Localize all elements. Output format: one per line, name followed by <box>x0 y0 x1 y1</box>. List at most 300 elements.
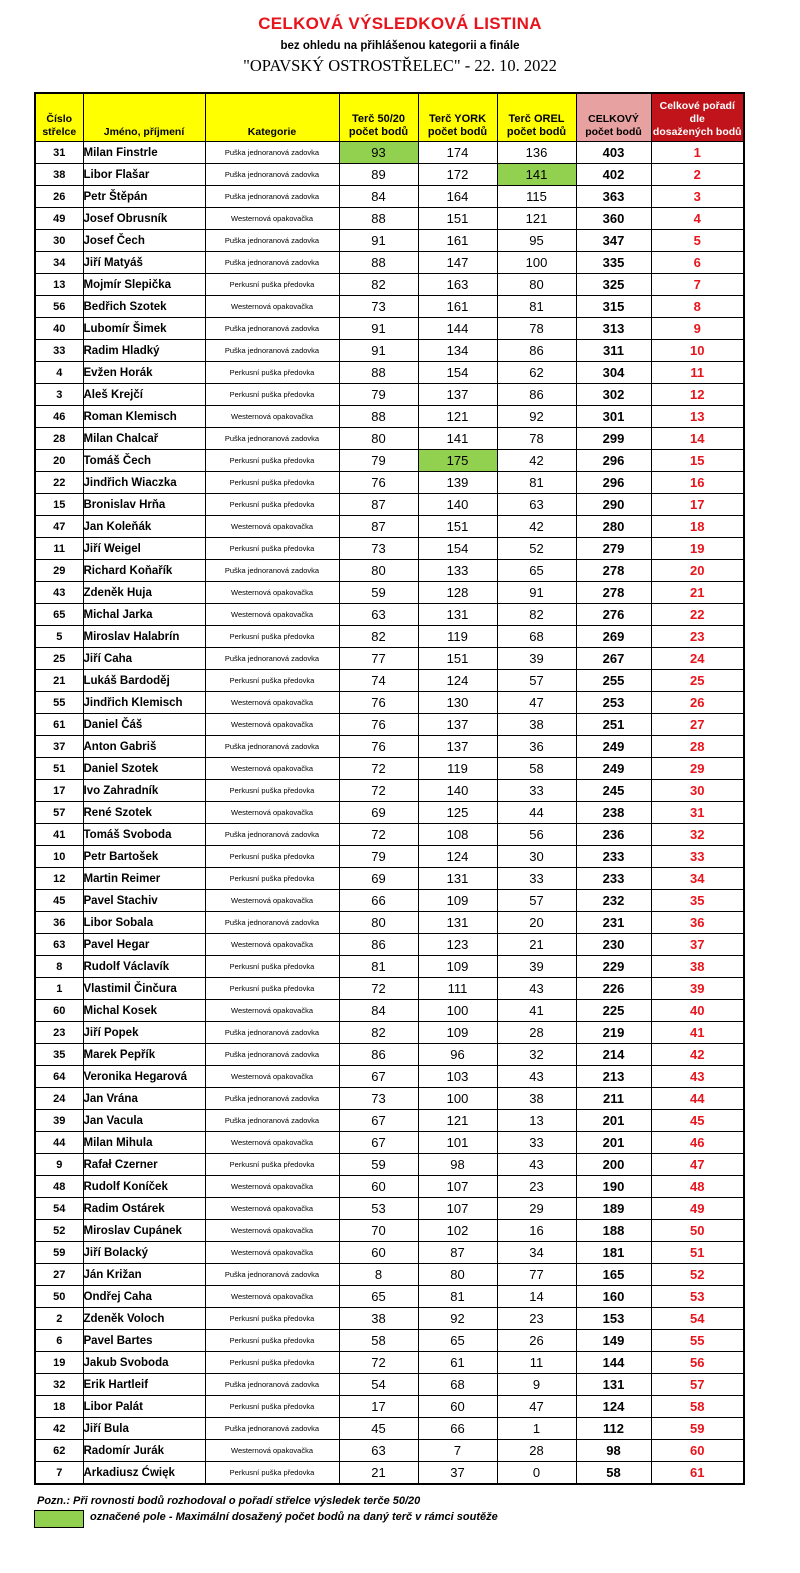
shooter-number: 13 <box>35 274 83 296</box>
table-row <box>35 384 744 406</box>
table-header-row <box>35 93 744 142</box>
table-row <box>35 626 744 648</box>
score-target-orel: 56 <box>497 824 576 846</box>
score-target-orel: 100 <box>497 252 576 274</box>
score-target-50-20: 69 <box>339 868 418 890</box>
total-score: 201 <box>576 1110 651 1132</box>
shooter-name: Petr Bartošek <box>83 846 205 868</box>
category: Perkusní puška předovka <box>205 978 339 1000</box>
category: Westernová opakovačka <box>205 692 339 714</box>
total-score: 229 <box>576 956 651 978</box>
total-score: 251 <box>576 714 651 736</box>
shooter-number: 59 <box>35 1242 83 1264</box>
score-target-50-20: 53 <box>339 1198 418 1220</box>
shooter-number: 8 <box>35 956 83 978</box>
category: Westernová opakovačka <box>205 1198 339 1220</box>
score-target-50-20: 59 <box>339 582 418 604</box>
total-score: 144 <box>576 1352 651 1374</box>
score-target-50-20: 80 <box>339 560 418 582</box>
table-row <box>35 1308 744 1330</box>
shooter-number: 4 <box>35 362 83 384</box>
score-target-york: 144 <box>418 318 497 340</box>
shooter-number: 2 <box>35 1308 83 1330</box>
footnote: Pozn.: Při rovnosti bodů rozhodoval o pořadí střelce výsledek terče 50/20 <box>37 1495 421 1507</box>
shooter-number: 27 <box>35 1264 83 1286</box>
shooter-name: Rafał Czerner <box>83 1154 205 1176</box>
score-target-50-20: 67 <box>339 1132 418 1154</box>
score-target-york: 140 <box>418 780 497 802</box>
category: Perkusní puška předovka <box>205 846 339 868</box>
score-target-york: 130 <box>418 692 497 714</box>
shooter-name: Jiří Matyáš <box>83 252 205 274</box>
category: Puška jednoranová zadovka <box>205 824 339 846</box>
score-target-50-20: 59 <box>339 1154 418 1176</box>
score-target-50-20: 84 <box>339 1000 418 1022</box>
score-target-50-20: 54 <box>339 1374 418 1396</box>
shooter-number: 11 <box>35 538 83 560</box>
overall-rank: 53 <box>651 1286 744 1308</box>
total-score: 360 <box>576 208 651 230</box>
page-title: CELKOVÁ VÝSLEDKOVÁ LISTINA <box>258 14 542 33</box>
total-score: 249 <box>576 758 651 780</box>
category: Perkusní puška předovka <box>205 670 339 692</box>
score-target-york: 100 <box>418 1088 497 1110</box>
shooter-name: Evžen Horák <box>83 362 205 384</box>
score-target-50-20: 79 <box>339 450 418 472</box>
score-target-york: 109 <box>418 890 497 912</box>
overall-rank: 60 <box>651 1440 744 1462</box>
score-target-orel: 16 <box>497 1220 576 1242</box>
score-target-orel: 121 <box>497 208 576 230</box>
total-score: 363 <box>576 186 651 208</box>
score-target-york: 87 <box>418 1242 497 1264</box>
shooter-name: Radim Hladký <box>83 340 205 362</box>
table-row <box>35 846 744 868</box>
shooter-number: 64 <box>35 1066 83 1088</box>
shooter-number: 47 <box>35 516 83 538</box>
shooter-name: Radim Ostárek <box>83 1198 205 1220</box>
table-row <box>35 714 744 736</box>
shooter-number: 3 <box>35 384 83 406</box>
score-target-york: 66 <box>418 1418 497 1440</box>
overall-rank: 24 <box>651 648 744 670</box>
category: Perkusní puška předovka <box>205 538 339 560</box>
shooter-number: 18 <box>35 1396 83 1418</box>
total-score: 149 <box>576 1330 651 1352</box>
overall-rank: 54 <box>651 1308 744 1330</box>
shooter-number: 1 <box>35 978 83 1000</box>
shooter-name: Rudolf Václavík <box>83 956 205 978</box>
table-row <box>35 824 744 846</box>
shooter-name: Libor Palát <box>83 1396 205 1418</box>
score-target-york: 98 <box>418 1154 497 1176</box>
category: Westernová opakovačka <box>205 582 339 604</box>
shooter-name: Milan Mihula <box>83 1132 205 1154</box>
total-score: 347 <box>576 230 651 252</box>
overall-rank: 51 <box>651 1242 744 1264</box>
shooter-number: 23 <box>35 1022 83 1044</box>
overall-rank: 32 <box>651 824 744 846</box>
shooter-name: Marek Pepřík <box>83 1044 205 1066</box>
overall-rank: 61 <box>651 1462 744 1485</box>
score-target-orel: 58 <box>497 758 576 780</box>
score-target-york: 107 <box>418 1198 497 1220</box>
shooter-number: 34 <box>35 252 83 274</box>
shooter-name: Libor Sobala <box>83 912 205 934</box>
score-target-orel: 43 <box>497 1154 576 1176</box>
results-body <box>35 142 744 1485</box>
shooter-name: Bronislav Hrňa <box>83 494 205 516</box>
shooter-name: René Szotek <box>83 802 205 824</box>
shooter-name: Veronika Hegarová <box>83 1066 205 1088</box>
table-row <box>35 582 744 604</box>
score-target-50-20: 67 <box>339 1110 418 1132</box>
category: Puška jednoranová zadovka <box>205 1374 339 1396</box>
shooter-number: 55 <box>35 692 83 714</box>
total-score: 249 <box>576 736 651 758</box>
table-row <box>35 1418 744 1440</box>
score-target-50-20: 86 <box>339 1044 418 1066</box>
category: Puška jednoranová zadovka <box>205 186 339 208</box>
total-score: 213 <box>576 1066 651 1088</box>
score-target-york: 102 <box>418 1220 497 1242</box>
score-target-york: 139 <box>418 472 497 494</box>
shooter-name: Anton Gabriš <box>83 736 205 758</box>
score-target-50-20: 60 <box>339 1242 418 1264</box>
shooter-name: Lukáš Bardoděj <box>83 670 205 692</box>
score-target-york: 61 <box>418 1352 497 1374</box>
shooter-number: 45 <box>35 890 83 912</box>
score-target-york: 65 <box>418 1330 497 1352</box>
shooter-number: 32 <box>35 1374 83 1396</box>
score-target-york: 121 <box>418 406 497 428</box>
total-score: 238 <box>576 802 651 824</box>
shooter-number: 57 <box>35 802 83 824</box>
shooter-name: Jindřich Wiaczka <box>83 472 205 494</box>
total-score: 226 <box>576 978 651 1000</box>
score-target-york: 123 <box>418 934 497 956</box>
score-target-york: 163 <box>418 274 497 296</box>
category: Westernová opakovačka <box>205 1220 339 1242</box>
score-target-york: 161 <box>418 230 497 252</box>
score-target-orel: 47 <box>497 1396 576 1418</box>
score-target-york: 107 <box>418 1176 497 1198</box>
shooter-name: Erik Hartleif <box>83 1374 205 1396</box>
score-target-york: 100 <box>418 1000 497 1022</box>
shooter-number: 38 <box>35 164 83 186</box>
total-score: 403 <box>576 142 651 164</box>
total-score: 301 <box>576 406 651 428</box>
total-score: 225 <box>576 1000 651 1022</box>
score-target-50-20: 72 <box>339 758 418 780</box>
overall-rank: 57 <box>651 1374 744 1396</box>
table-row <box>35 1220 744 1242</box>
overall-rank: 31 <box>651 802 744 824</box>
shooter-number: 12 <box>35 868 83 890</box>
shooter-name: Daniel Szotek <box>83 758 205 780</box>
shooter-name: Zdeněk Voloch <box>83 1308 205 1330</box>
shooter-number: 62 <box>35 1440 83 1462</box>
score-target-york: 60 <box>418 1396 497 1418</box>
shooter-name: Mojmír Slepička <box>83 274 205 296</box>
score-target-orel: 141 <box>497 164 576 186</box>
table-row <box>35 560 744 582</box>
score-target-50-20: 73 <box>339 538 418 560</box>
overall-rank: 12 <box>651 384 744 406</box>
table-row <box>35 648 744 670</box>
score-target-50-20: 89 <box>339 164 418 186</box>
shooter-number: 39 <box>35 1110 83 1132</box>
overall-rank: 47 <box>651 1154 744 1176</box>
shooter-name: Pavel Hegar <box>83 934 205 956</box>
score-target-york: 137 <box>418 714 497 736</box>
score-target-orel: 44 <box>497 802 576 824</box>
overall-rank: 13 <box>651 406 744 428</box>
shooter-name: Radomír Jurák <box>83 1440 205 1462</box>
score-target-york: 81 <box>418 1286 497 1308</box>
overall-rank: 30 <box>651 780 744 802</box>
shooter-number: 22 <box>35 472 83 494</box>
category: Westernová opakovačka <box>205 1440 339 1462</box>
overall-rank: 28 <box>651 736 744 758</box>
table-row <box>35 186 744 208</box>
score-target-orel: 52 <box>497 538 576 560</box>
overall-rank: 15 <box>651 450 744 472</box>
total-score: 253 <box>576 692 651 714</box>
score-target-50-20: 76 <box>339 472 418 494</box>
total-score: 255 <box>576 670 651 692</box>
table-row <box>35 604 744 626</box>
total-score: 311 <box>576 340 651 362</box>
score-target-orel: 33 <box>497 1132 576 1154</box>
score-target-orel: 26 <box>497 1330 576 1352</box>
shooter-number: 36 <box>35 912 83 934</box>
overall-rank: 40 <box>651 1000 744 1022</box>
score-target-york: 137 <box>418 736 497 758</box>
score-target-50-20: 60 <box>339 1176 418 1198</box>
score-target-york: 137 <box>418 384 497 406</box>
overall-rank: 1 <box>651 142 744 164</box>
shooter-number: 28 <box>35 428 83 450</box>
overall-rank: 37 <box>651 934 744 956</box>
category: Perkusní puška předovka <box>205 1154 339 1176</box>
category: Perkusní puška předovka <box>205 362 339 384</box>
category: Puška jednoranová zadovka <box>205 560 339 582</box>
table-row <box>35 472 744 494</box>
total-score: 402 <box>576 164 651 186</box>
score-target-york: 140 <box>418 494 497 516</box>
shooter-name: Michal Kosek <box>83 1000 205 1022</box>
total-score: 188 <box>576 1220 651 1242</box>
overall-rank: 9 <box>651 318 744 340</box>
total-score: 200 <box>576 1154 651 1176</box>
category: Perkusní puška předovka <box>205 626 339 648</box>
score-target-50-20: 74 <box>339 670 418 692</box>
table-row <box>35 142 744 164</box>
table-row <box>35 230 744 252</box>
category: Westernová opakovačka <box>205 1066 339 1088</box>
col-header-target-orel: Terč OREL počet bodů <box>497 93 576 142</box>
shooter-number: 9 <box>35 1154 83 1176</box>
category: Perkusní puška předovka <box>205 1396 339 1418</box>
score-target-50-20: 86 <box>339 934 418 956</box>
score-target-50-20: 91 <box>339 318 418 340</box>
col-header-name: Jméno, příjmení <box>83 93 205 142</box>
total-score: 214 <box>576 1044 651 1066</box>
table-row <box>35 1154 744 1176</box>
table-row <box>35 1176 744 1198</box>
category: Westernová opakovačka <box>205 890 339 912</box>
category: Perkusní puška předovka <box>205 274 339 296</box>
score-target-york: 154 <box>418 538 497 560</box>
score-target-york: 108 <box>418 824 497 846</box>
legend-text: označené pole - Maximální dosažený počet bodů na daný terč v rámci soutěže <box>90 1511 498 1523</box>
shooter-number: 49 <box>35 208 83 230</box>
score-target-york: 109 <box>418 1022 497 1044</box>
shooter-number: 44 <box>35 1132 83 1154</box>
col-header-number: Číslo střelce <box>35 93 83 142</box>
score-target-york: 131 <box>418 912 497 934</box>
category: Perkusní puška předovka <box>205 1330 339 1352</box>
score-target-york: 141 <box>418 428 497 450</box>
score-target-50-20: 72 <box>339 824 418 846</box>
score-target-york: 151 <box>418 208 497 230</box>
category: Westernová opakovačka <box>205 516 339 538</box>
total-score: 211 <box>576 1088 651 1110</box>
total-score: 278 <box>576 582 651 604</box>
score-target-orel: 38 <box>497 1088 576 1110</box>
total-score: 131 <box>576 1374 651 1396</box>
score-target-orel: 92 <box>497 406 576 428</box>
table-row <box>35 692 744 714</box>
score-target-york: 151 <box>418 516 497 538</box>
shooter-number: 41 <box>35 824 83 846</box>
shooter-name: Aleš Krejčí <box>83 384 205 406</box>
score-target-orel: 20 <box>497 912 576 934</box>
table-row <box>35 890 744 912</box>
score-target-50-20: 17 <box>339 1396 418 1418</box>
shooter-name: Daniel Čáš <box>83 714 205 736</box>
score-target-york: 124 <box>418 846 497 868</box>
score-target-orel: 28 <box>497 1022 576 1044</box>
score-target-york: 161 <box>418 296 497 318</box>
score-target-orel: 33 <box>497 868 576 890</box>
category: Westernová opakovačka <box>205 604 339 626</box>
score-target-york: 175 <box>418 450 497 472</box>
score-target-orel: 136 <box>497 142 576 164</box>
score-target-50-20: 67 <box>339 1066 418 1088</box>
overall-rank: 35 <box>651 890 744 912</box>
score-target-orel: 43 <box>497 1066 576 1088</box>
overall-rank: 52 <box>651 1264 744 1286</box>
shooter-number: 56 <box>35 296 83 318</box>
total-score: 233 <box>576 846 651 868</box>
shooter-number: 48 <box>35 1176 83 1198</box>
score-target-orel: 38 <box>497 714 576 736</box>
category: Perkusní puška předovka <box>205 450 339 472</box>
category: Puška jednoranová zadovka <box>205 648 339 670</box>
table-row <box>35 274 744 296</box>
shooter-name: Jiří Weigel <box>83 538 205 560</box>
overall-rank: 50 <box>651 1220 744 1242</box>
shooter-name: Arkadiusz Ćwięk <box>83 1462 205 1485</box>
score-target-50-20: 88 <box>339 362 418 384</box>
total-score: 190 <box>576 1176 651 1198</box>
score-target-50-20: 58 <box>339 1330 418 1352</box>
shooter-number: 17 <box>35 780 83 802</box>
score-target-50-20: 77 <box>339 648 418 670</box>
score-target-50-20: 70 <box>339 1220 418 1242</box>
shooter-name: Jan Koleňák <box>83 516 205 538</box>
score-target-orel: 23 <box>497 1308 576 1330</box>
score-target-orel: 41 <box>497 1000 576 1022</box>
shooter-name: Josef Čech <box>83 230 205 252</box>
table-row <box>35 1440 744 1462</box>
category: Perkusní puška předovka <box>205 472 339 494</box>
total-score: 335 <box>576 252 651 274</box>
table-row <box>35 1088 744 1110</box>
score-target-orel: 81 <box>497 296 576 318</box>
shooter-number: 43 <box>35 582 83 604</box>
shooter-name: Pavel Stachiv <box>83 890 205 912</box>
score-target-orel: 57 <box>497 670 576 692</box>
score-target-50-20: 63 <box>339 604 418 626</box>
overall-rank: 42 <box>651 1044 744 1066</box>
category: Perkusní puška předovka <box>205 780 339 802</box>
shooter-number: 54 <box>35 1198 83 1220</box>
overall-rank: 25 <box>651 670 744 692</box>
score-target-50-20: 91 <box>339 230 418 252</box>
score-target-orel: 1 <box>497 1418 576 1440</box>
score-target-orel: 81 <box>497 472 576 494</box>
score-target-york: 133 <box>418 560 497 582</box>
shooter-name: Ján Križan <box>83 1264 205 1286</box>
table-row <box>35 868 744 890</box>
shooter-name: Tomáš Čech <box>83 450 205 472</box>
table-row <box>35 670 744 692</box>
score-target-orel: 68 <box>497 626 576 648</box>
score-target-york: 134 <box>418 340 497 362</box>
score-target-orel: 0 <box>497 1462 576 1485</box>
category: Westernová opakovačka <box>205 1132 339 1154</box>
score-target-orel: 32 <box>497 1044 576 1066</box>
total-score: 233 <box>576 868 651 890</box>
shooter-name: Vlastimil Činčura <box>83 978 205 1000</box>
score-target-50-20: 63 <box>339 1440 418 1462</box>
table-row <box>35 912 744 934</box>
category: Puška jednoranová zadovka <box>205 1264 339 1286</box>
overall-rank: 19 <box>651 538 744 560</box>
score-target-50-20: 84 <box>339 186 418 208</box>
score-target-50-20: 82 <box>339 1022 418 1044</box>
table-row <box>35 1132 744 1154</box>
page-subtitle: bez ohledu na přihlášenou kategorii a finále <box>280 40 520 52</box>
score-target-50-20: 87 <box>339 516 418 538</box>
overall-rank: 56 <box>651 1352 744 1374</box>
overall-rank: 7 <box>651 274 744 296</box>
score-target-orel: 82 <box>497 604 576 626</box>
category: Westernová opakovačka <box>205 1000 339 1022</box>
category: Puška jednoranová zadovka <box>205 1022 339 1044</box>
overall-rank: 11 <box>651 362 744 384</box>
score-target-orel: 23 <box>497 1176 576 1198</box>
shooter-number: 26 <box>35 186 83 208</box>
score-target-50-20: 38 <box>339 1308 418 1330</box>
shooter-name: Jiří Caha <box>83 648 205 670</box>
score-target-york: 92 <box>418 1308 497 1330</box>
overall-rank: 39 <box>651 978 744 1000</box>
category: Puška jednoranová zadovka <box>205 912 339 934</box>
